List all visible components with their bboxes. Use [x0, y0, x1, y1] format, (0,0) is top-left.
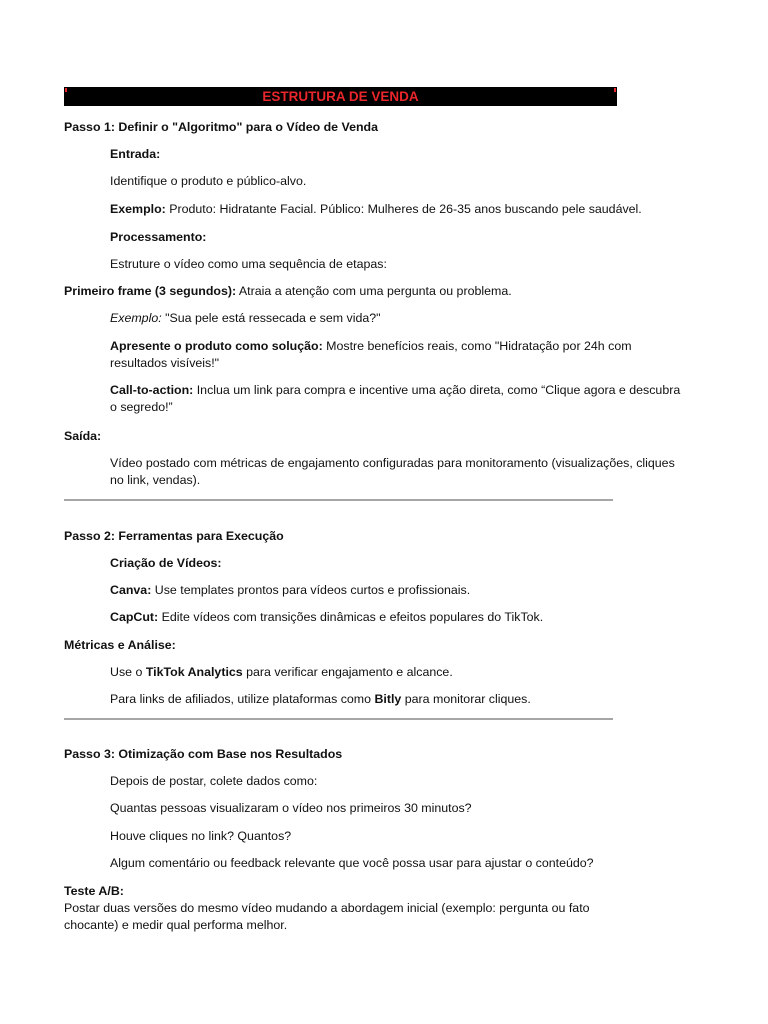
exemplo-question-line: Exemplo: "Sua pele está ressecada e sem vida?"	[110, 311, 381, 325]
step2-heading: Passo 2: Ferramentas para Execução	[64, 529, 284, 543]
title-banner	[64, 87, 617, 106]
step3-heading: Passo 3: Otimização com Base nos Resultados	[64, 747, 343, 761]
step3-line-3: Houve cliques no link? Quantos?	[110, 829, 292, 843]
entrada-label: Entrada:	[110, 147, 161, 161]
document-title: ESTRUTURA DE VENDA	[262, 89, 419, 104]
saida-label: Saída:	[64, 429, 102, 443]
teste-ab-label: Teste A/B:	[64, 884, 124, 898]
banner-mark-right	[614, 88, 616, 92]
step3-line-2: Quantas pessoas visualizaram o vídeo nos primeiros 30 minutos?	[110, 801, 472, 815]
apresente-line: Apresente o produto como solução: Mostre benefícios reais, como "Hidratação por 24h com resultados visíveis!"	[110, 339, 632, 370]
teste-ab-text: Postar duas versões do mesmo vídeo mudando a abordagem inicial (exemplo: pergunta ou fato chocante) e medir qual performa melhor.	[64, 901, 590, 932]
banner-mark-left	[65, 88, 67, 92]
step1-heading: Passo 1: Definir o "Algoritmo" para o Vídeo de Venda	[64, 120, 379, 134]
saida-text: Vídeo postado com métricas de engajamento configuradas para monitoramento (visualizações, cliques no link, vendas).	[110, 456, 675, 487]
capcut-line: CapCut: Edite vídeos com transições dinâmicas e efeitos populares do TikTok.	[110, 610, 544, 624]
criacao-label: Criação de Vídeos:	[110, 556, 222, 570]
processamento-label: Processamento:	[110, 230, 207, 244]
step3-line-1: Depois de postar, colete dados como:	[110, 774, 318, 788]
processamento-text: Estruture o vídeo como uma sequência de etapas:	[110, 257, 387, 271]
metricas-label: Métricas e Análise:	[64, 638, 176, 652]
tiktok-analytics-line: Use o TikTok Analytics para verificar engajamento e alcance.	[110, 665, 453, 679]
canva-line: Canva: Use templates prontos para vídeos curtos e profissionais.	[110, 583, 471, 597]
section-divider-2	[64, 718, 613, 720]
primeiro-frame-line: Primeiro frame (3 segundos): Atraia a atenção com uma pergunta ou problema.	[64, 284, 512, 298]
cta-line: Call-to-action: Inclua um link para compra e incentive uma ação direta, como “Clique agora e descubra o segredo!”	[110, 383, 681, 414]
section-divider-1	[64, 499, 613, 501]
step3-line-4: Algum comentário ou feedback relevante que você possa usar para ajustar o conteúdo?	[110, 856, 594, 870]
bitly-line: Para links de afiliados, utilize plataformas como Bitly para monitorar cliques.	[110, 692, 531, 706]
entrada-text: Identifique o produto e público-alvo.	[110, 174, 307, 188]
exemplo-line: Exemplo: Produto: Hidratante Facial. Público: Mulheres de 26-35 anos buscando pele saudável.	[110, 202, 642, 216]
